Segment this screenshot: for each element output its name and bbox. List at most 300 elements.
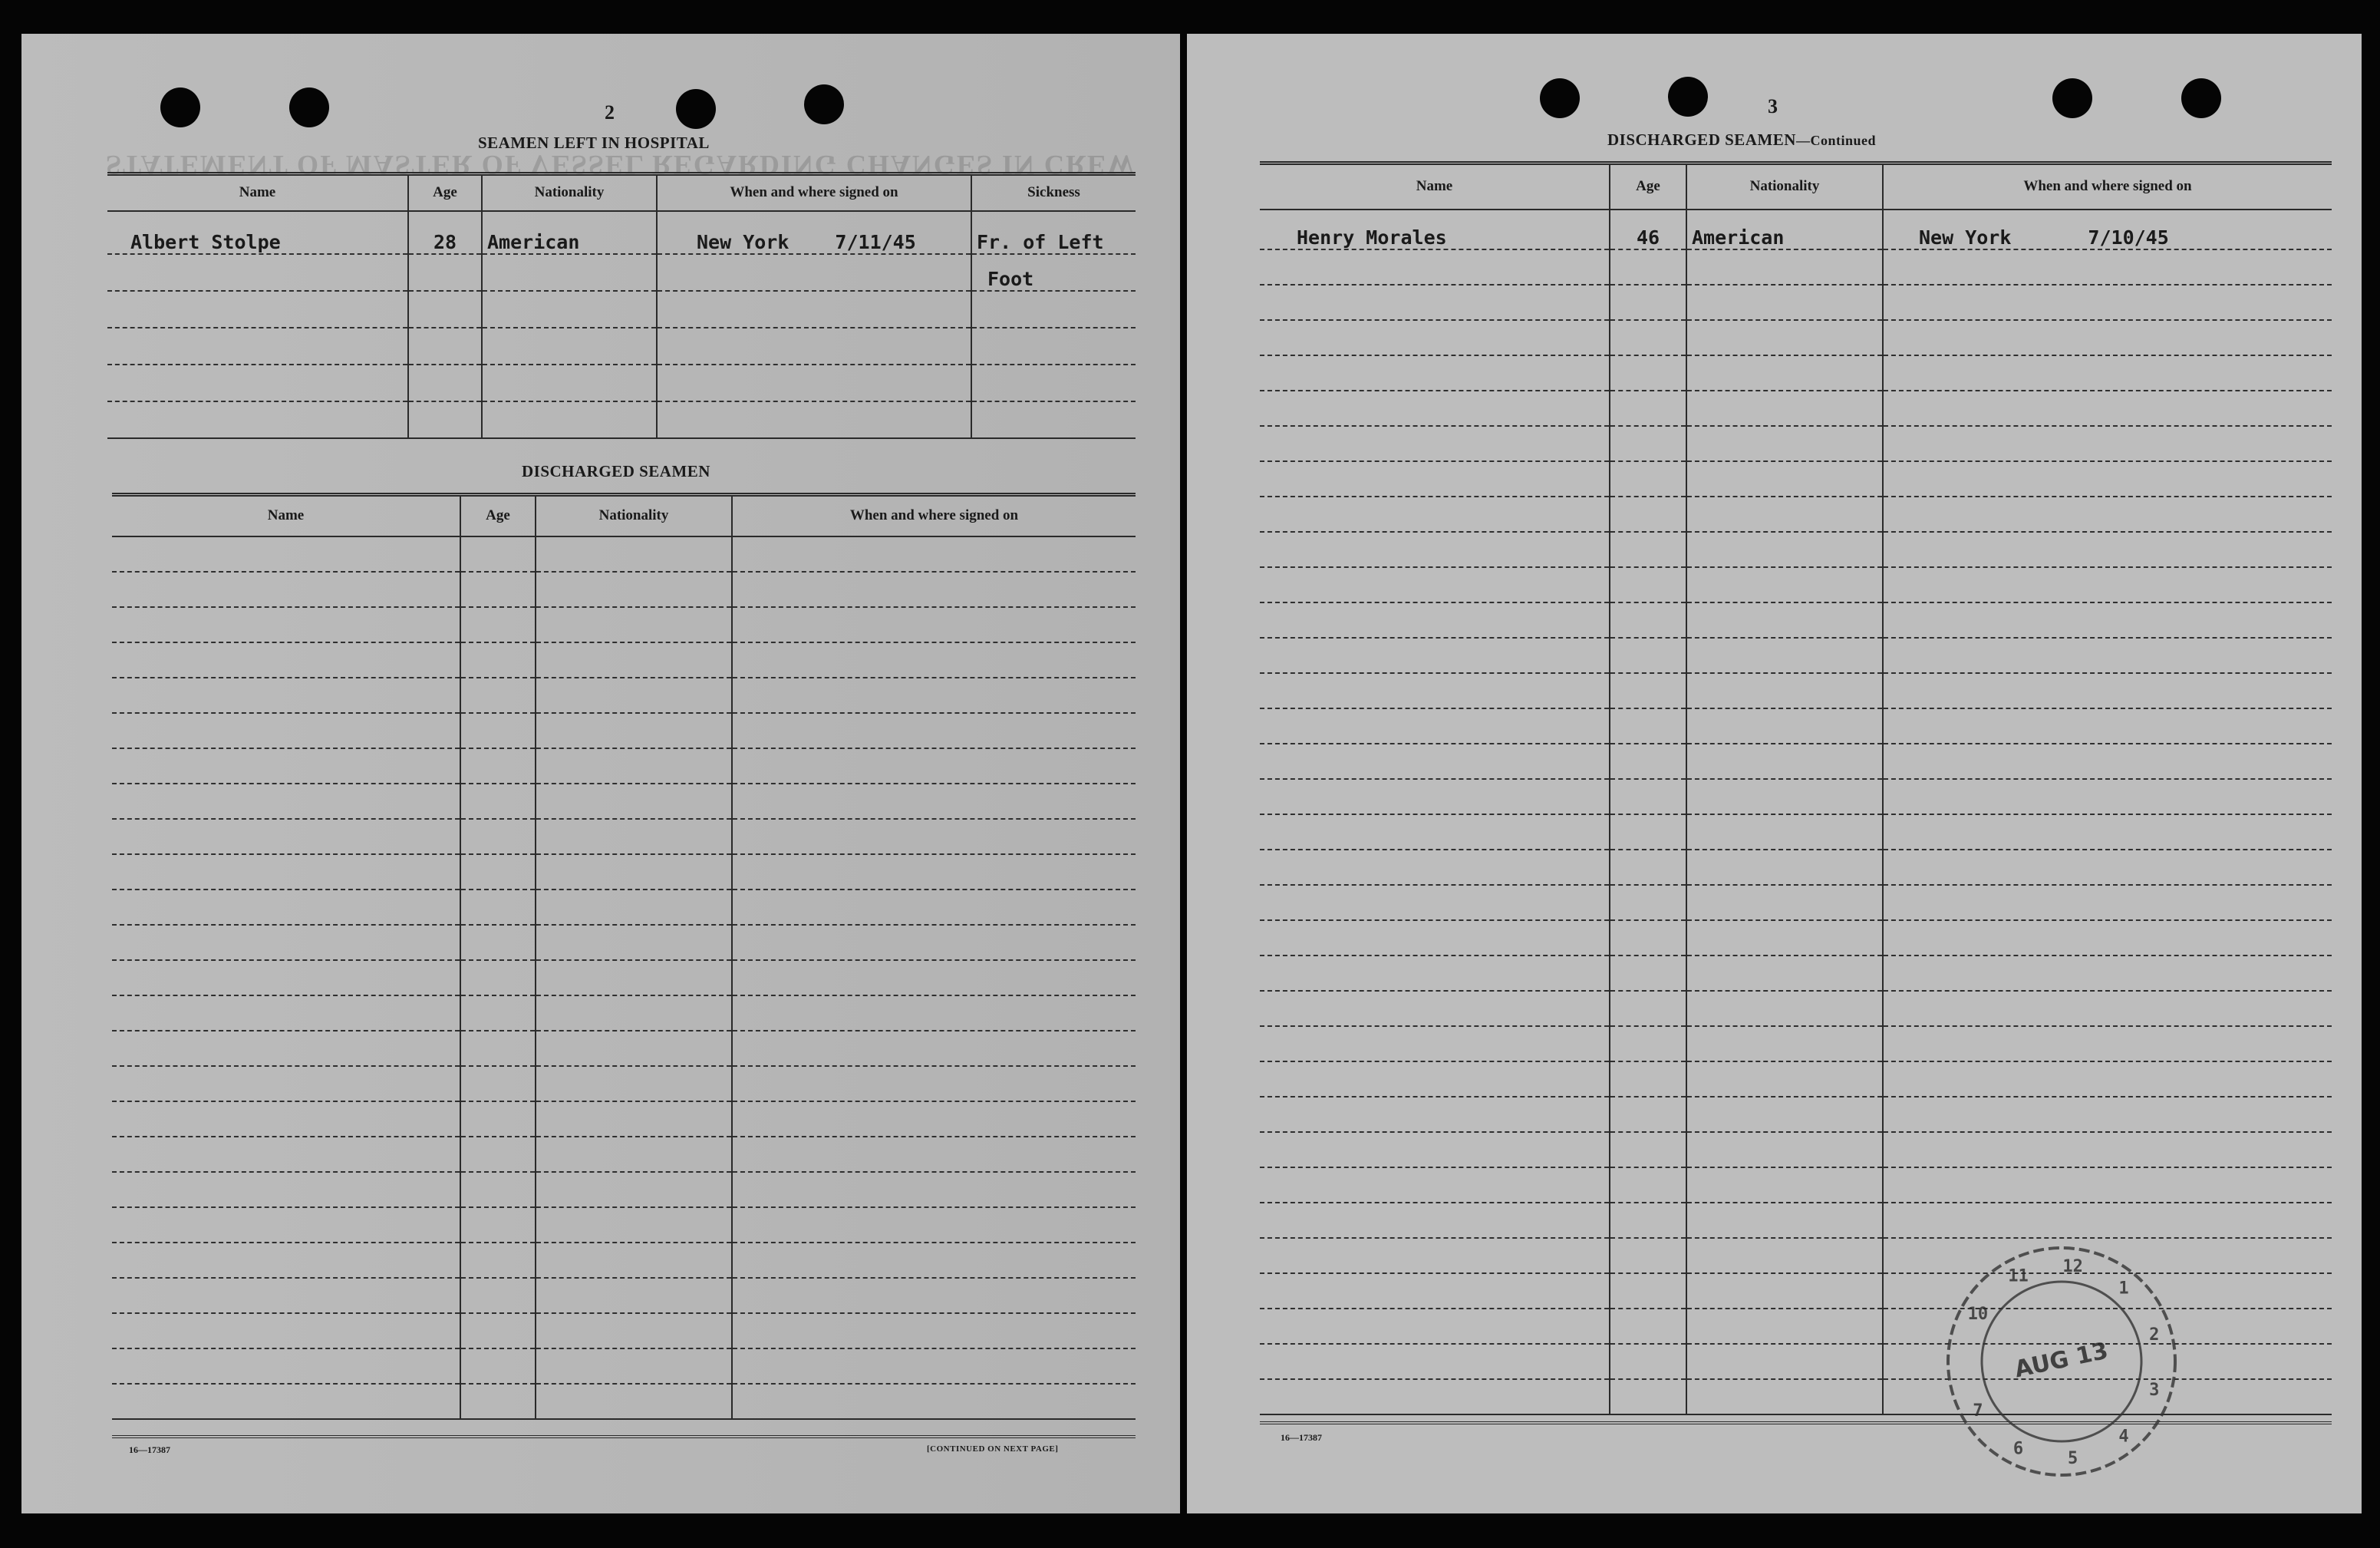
table-row — [1260, 708, 2332, 744]
cell-signed-on — [732, 1137, 1136, 1172]
table-row — [1260, 461, 2332, 497]
stamp-ring-digit: 5 — [2067, 1449, 2078, 1469]
cell-signed-on — [1883, 355, 2332, 391]
cell-age — [1610, 461, 1686, 497]
cell-nationality — [536, 607, 732, 642]
cell-age — [1610, 426, 1686, 461]
cell-age — [460, 1243, 536, 1278]
cell-signed-on — [1883, 956, 2332, 991]
header-age: Age — [408, 174, 482, 211]
cell-name — [1260, 885, 1610, 920]
cell-signed-on — [732, 607, 1136, 642]
cell-nationality — [1686, 532, 1883, 567]
cell-nationality — [536, 642, 732, 678]
table-row — [1260, 602, 2332, 638]
cell-age — [1610, 567, 1686, 602]
bleed-through-text: STATEMENT OF MASTER OF VESSEL REGARDING CHANGES IN CREW — [106, 150, 1136, 180]
cell-age — [1610, 1203, 1686, 1238]
form-number: 16—17387 — [1281, 1432, 1322, 1443]
table-row — [112, 1031, 1136, 1066]
cell-nationality — [1686, 1097, 1883, 1132]
cell-nationality — [1686, 779, 1883, 814]
left-page — [21, 34, 1180, 1513]
table-row — [107, 291, 1136, 328]
cell-name — [1260, 355, 1610, 391]
cell-name — [107, 291, 408, 328]
cell-signed-on — [732, 1207, 1136, 1243]
cell-nationality — [1686, 1132, 1883, 1167]
cell-signed-on — [732, 748, 1136, 784]
cell-signed-on — [1883, 532, 2332, 567]
table-row — [112, 572, 1136, 607]
cell-age — [460, 1384, 536, 1419]
header-age: Age — [1610, 163, 1686, 210]
cell-signed-on — [1883, 673, 2332, 708]
cell-signed-on — [732, 1101, 1136, 1137]
cell-nationality — [1686, 1379, 1883, 1414]
cell-age — [1610, 1238, 1686, 1273]
table-row — [112, 819, 1136, 854]
header-nationality: Nationality — [1686, 163, 1883, 210]
table-row — [112, 1278, 1136, 1313]
discharged-continued-title — [1607, 130, 1876, 150]
cell-signed-on — [657, 291, 971, 328]
cell-nationality — [1686, 355, 1883, 391]
cell-nationality — [536, 1278, 732, 1313]
table-row — [107, 365, 1136, 401]
signed-place: New York — [1919, 226, 2012, 249]
cell-signed-on — [1883, 210, 2332, 249]
table-row — [1260, 1167, 2332, 1203]
cell-signed-on — [732, 1243, 1136, 1278]
cell-name — [112, 536, 460, 572]
table-row — [107, 211, 1136, 254]
table-row — [1260, 673, 2332, 708]
table-row — [1260, 885, 2332, 920]
cell-signed-on — [657, 401, 971, 438]
cell-nationality — [536, 678, 732, 713]
cell-nationality — [536, 854, 732, 890]
cell-name — [112, 1243, 460, 1278]
cell-name — [1260, 602, 1610, 638]
cell-name — [107, 254, 408, 291]
cell-age — [460, 1172, 536, 1207]
table-row — [112, 1137, 1136, 1172]
discharged-table-left — [112, 493, 1136, 1420]
cell-nationality — [536, 960, 732, 995]
cell-sickness: Foot — [971, 254, 1136, 291]
cell-age — [1610, 1097, 1686, 1132]
cell-sickness — [971, 401, 1136, 438]
cell-nationality — [1686, 249, 1883, 285]
stamp-ring-digit: 3 — [2149, 1381, 2160, 1401]
cell-name — [112, 1137, 460, 1172]
cell-name — [1260, 1309, 1610, 1344]
cell-name — [112, 854, 460, 890]
hospital-table — [107, 172, 1136, 439]
cell-nationality — [1686, 744, 1883, 779]
header-name: Name — [112, 495, 460, 536]
table-row — [107, 254, 1136, 291]
form-number: 16—17387 — [129, 1444, 170, 1455]
cell-name — [112, 607, 460, 642]
cell-signed-on — [732, 890, 1136, 925]
table-row — [1260, 1061, 2332, 1097]
table-row — [112, 607, 1136, 642]
cell-name — [1260, 567, 1610, 602]
cell-nationality — [1686, 814, 1883, 850]
table-row — [112, 1348, 1136, 1384]
cell-nationality — [482, 328, 657, 365]
cell-signed-on — [1883, 249, 2332, 285]
cell-signed-on — [1883, 744, 2332, 779]
cell-name — [1260, 532, 1610, 567]
cell-signed-on — [1883, 497, 2332, 532]
signed-date: 7/10/45 — [2088, 226, 2169, 249]
cell-name — [112, 1101, 460, 1137]
cell-nationality — [536, 1172, 732, 1207]
cell-nationality — [482, 291, 657, 328]
cell-nationality — [1686, 956, 1883, 991]
table-row — [1260, 391, 2332, 426]
cell-age — [1610, 602, 1686, 638]
stamp-ring-digit: 2 — [2149, 1325, 2160, 1345]
table-row — [112, 890, 1136, 925]
cell-nationality — [1686, 850, 1883, 885]
cell-nationality — [536, 572, 732, 607]
cell-name — [1260, 850, 1610, 885]
cell-age — [1610, 1344, 1686, 1379]
table-row — [1260, 638, 2332, 673]
cell-name — [1260, 1238, 1610, 1273]
cell-name — [1260, 1273, 1610, 1309]
table-row — [1260, 567, 2332, 602]
table-row — [1260, 320, 2332, 355]
cell-name — [112, 642, 460, 678]
cell-age — [1610, 1379, 1686, 1414]
table-row — [1260, 1097, 2332, 1132]
cell-age — [1610, 850, 1686, 885]
cell-name — [1260, 1061, 1610, 1097]
cell-signed-on — [732, 642, 1136, 678]
cell-nationality — [536, 536, 732, 572]
signed-date: 7/11/45 — [835, 230, 916, 253]
cell-name — [1260, 1026, 1610, 1061]
cell-age — [1610, 532, 1686, 567]
cell-name — [1260, 779, 1610, 814]
cell-nationality — [536, 1348, 732, 1384]
cell-age — [460, 854, 536, 890]
cell-signed-on — [1883, 920, 2332, 956]
cell-name — [1260, 708, 1610, 744]
table-row — [112, 748, 1136, 784]
cell-name — [112, 1384, 460, 1419]
cell-nationality — [536, 1137, 732, 1172]
table-row — [1260, 991, 2332, 1026]
cell-name — [112, 1066, 460, 1101]
cell-signed-on — [732, 784, 1136, 819]
cell-age — [408, 401, 482, 438]
cell-signed-on — [657, 211, 971, 254]
table-row — [112, 1313, 1136, 1348]
cell-signed-on — [732, 713, 1136, 748]
cell-age — [460, 713, 536, 748]
cell-name — [1260, 249, 1610, 285]
page-number: 3 — [1768, 95, 1778, 117]
cell-nationality — [536, 1101, 732, 1137]
discharged-table-right — [1260, 161, 2332, 1415]
table-row — [112, 678, 1136, 713]
header-nationality: Nationality — [482, 174, 657, 211]
cell-age — [1610, 673, 1686, 708]
cell-signed-on — [1883, 391, 2332, 426]
cell-nationality — [482, 254, 657, 291]
stamp-ring-digit: 10 — [1967, 1305, 1989, 1324]
cell-name — [1260, 285, 1610, 320]
cell-name — [112, 890, 460, 925]
header-name: Name — [1260, 163, 1610, 210]
cell-name — [112, 1348, 460, 1384]
cell-name — [112, 748, 460, 784]
cell-nationality — [1686, 391, 1883, 426]
cell-age — [460, 819, 536, 854]
cell-signed-on — [732, 854, 1136, 890]
cell-signed-on — [1883, 779, 2332, 814]
cell-sickness — [971, 365, 1136, 401]
cell-name — [1260, 461, 1610, 497]
cell-name — [1260, 814, 1610, 850]
cell-name — [1260, 426, 1610, 461]
cell-age — [1610, 1132, 1686, 1167]
table-row — [1260, 779, 2332, 814]
table-row — [1260, 920, 2332, 956]
cell-age — [1610, 779, 1686, 814]
punch-hole — [1540, 78, 1580, 118]
cell-age — [460, 1313, 536, 1348]
cell-nationality — [1686, 638, 1883, 673]
cell-signed-on — [1883, 285, 2332, 320]
punch-hole — [160, 87, 200, 127]
cell-name — [112, 784, 460, 819]
cell-age — [408, 291, 482, 328]
cell-signed-on — [1883, 426, 2332, 461]
cell-name — [1260, 991, 1610, 1026]
cell-age — [1610, 814, 1686, 850]
cell-sickness: Fr. of Left — [971, 211, 1136, 254]
cell-signed-on — [657, 328, 971, 365]
cell-nationality — [536, 1066, 732, 1101]
cell-nationality — [536, 1031, 732, 1066]
cell-age — [460, 536, 536, 572]
page-number: 2 — [605, 101, 615, 124]
cell-signed-on — [1883, 567, 2332, 602]
cell-sickness — [971, 291, 1136, 328]
table-row — [1260, 426, 2332, 461]
cell-nationality — [1686, 1026, 1883, 1061]
cell-age — [460, 642, 536, 678]
cell-age — [1610, 991, 1686, 1026]
cell-signed-on — [1883, 1061, 2332, 1097]
cell-signed-on — [1883, 708, 2332, 744]
cell-signed-on — [1883, 602, 2332, 638]
cell-name — [1260, 920, 1610, 956]
cell-nationality — [536, 1384, 732, 1419]
cell-age — [460, 1101, 536, 1137]
punch-hole — [2052, 78, 2092, 118]
hospital-section-title: SEAMEN LEFT IN HOSPITAL — [478, 134, 710, 152]
cell-nationality — [536, 1243, 732, 1278]
cell-name — [107, 401, 408, 438]
cell-name — [112, 1207, 460, 1243]
stamp-ring-digit: 12 — [2062, 1256, 2083, 1276]
cell-signed-on — [732, 1172, 1136, 1207]
cell-age — [1610, 1026, 1686, 1061]
stamp-date: AUG 13 — [2012, 1337, 2111, 1384]
table-row — [1260, 497, 2332, 532]
cell-age — [1610, 1167, 1686, 1203]
header-signed-on: When and where signed on — [1883, 163, 2332, 210]
cell-nationality — [1686, 991, 1883, 1026]
cell-age — [460, 607, 536, 642]
cell-signed-on — [732, 1031, 1136, 1066]
table-row — [1260, 355, 2332, 391]
cell-name: Henry Morales — [1260, 210, 1610, 249]
cell-age — [1610, 885, 1686, 920]
cell-age — [460, 1066, 536, 1101]
cell-name — [112, 1172, 460, 1207]
cell-name — [112, 572, 460, 607]
cell-name — [1260, 744, 1610, 779]
cell-signed-on — [1883, 1203, 2332, 1238]
punch-hole — [1668, 77, 1708, 117]
cell-age — [460, 1031, 536, 1066]
header-signed-on: When and where signed on — [657, 174, 971, 211]
punch-hole — [676, 89, 716, 129]
punch-hole — [289, 87, 329, 127]
title-suffix: —Continued — [1795, 133, 1876, 148]
cell-name — [112, 713, 460, 748]
cell-signed-on — [1883, 638, 2332, 673]
cell-signed-on — [1883, 461, 2332, 497]
cell-nationality — [536, 925, 732, 960]
signed-place: New York — [697, 230, 789, 253]
cell-age — [1610, 1309, 1686, 1344]
cell-signed-on — [1883, 1132, 2332, 1167]
cell-name — [112, 995, 460, 1031]
table-row — [1260, 285, 2332, 320]
cell-signed-on — [732, 1348, 1136, 1384]
cell-name — [1260, 497, 1610, 532]
cell-name — [107, 365, 408, 401]
cell-nationality — [1686, 285, 1883, 320]
stamp-ring-digit: 4 — [2118, 1427, 2129, 1447]
punch-hole — [804, 84, 844, 124]
cell-nationality — [1686, 885, 1883, 920]
cell-name — [112, 1031, 460, 1066]
cell-nationality — [536, 995, 732, 1031]
cell-age — [1610, 249, 1686, 285]
cell-nationality — [1686, 461, 1883, 497]
table-row — [112, 1243, 1136, 1278]
table-row — [112, 1101, 1136, 1137]
cell-nationality — [1686, 1238, 1883, 1273]
cell-age — [460, 1137, 536, 1172]
table-row — [1260, 814, 2332, 850]
cell-name — [112, 1278, 460, 1313]
cell-nationality — [536, 1207, 732, 1243]
table-row — [107, 328, 1136, 365]
cell-signed-on — [1883, 991, 2332, 1026]
cell-nationality — [1686, 1167, 1883, 1203]
cell-age — [460, 1348, 536, 1384]
cell-name — [1260, 1379, 1610, 1414]
cell-age: 46 — [1610, 210, 1686, 249]
cell-signed-on — [1883, 885, 2332, 920]
cell-name — [112, 925, 460, 960]
cell-nationality — [1686, 567, 1883, 602]
cell-age — [1610, 1273, 1686, 1309]
table-row — [1260, 956, 2332, 991]
cell-nationality — [1686, 708, 1883, 744]
cell-age — [460, 960, 536, 995]
cell-signed-on — [732, 572, 1136, 607]
cell-nationality — [536, 748, 732, 784]
cell-sickness — [971, 328, 1136, 365]
stamp-ring-digit: 11 — [2008, 1266, 2029, 1286]
table-row — [1260, 1203, 2332, 1238]
cell-name — [112, 819, 460, 854]
table-row — [1260, 1026, 2332, 1061]
cell-age — [1610, 920, 1686, 956]
cell-name — [1260, 320, 1610, 355]
table-row — [112, 960, 1136, 995]
table-row — [1260, 1132, 2332, 1167]
cell-age — [1610, 355, 1686, 391]
cell-age — [1610, 391, 1686, 426]
cell-name: Albert Stolpe — [107, 211, 408, 254]
cell-signed-on — [732, 1384, 1136, 1419]
cell-signed-on — [732, 1066, 1136, 1101]
table-row — [112, 784, 1136, 819]
right-page — [1187, 34, 2362, 1513]
table-row — [1260, 210, 2332, 249]
cell-name — [1260, 1203, 1610, 1238]
continued-note: [CONTINUED ON NEXT PAGE] — [927, 1444, 1059, 1454]
table-row — [107, 401, 1136, 438]
cell-age — [460, 995, 536, 1031]
cell-nationality — [1686, 426, 1883, 461]
cell-nationality — [1686, 1309, 1883, 1344]
header-signed-on: When and where signed on — [732, 495, 1136, 536]
cell-nationality — [536, 819, 732, 854]
header-age: Age — [460, 495, 536, 536]
cell-nationality — [536, 713, 732, 748]
cell-age — [460, 572, 536, 607]
cell-name — [1260, 673, 1610, 708]
cell-age — [460, 890, 536, 925]
cell-name — [1260, 391, 1610, 426]
cell-name — [112, 1313, 460, 1348]
cell-age — [1610, 497, 1686, 532]
table-row — [112, 854, 1136, 890]
table-row — [1260, 249, 2332, 285]
cell-name — [107, 328, 408, 365]
cell-nationality: American — [482, 211, 657, 254]
table-row — [1260, 744, 2332, 779]
table-row — [112, 713, 1136, 748]
cell-name — [1260, 638, 1610, 673]
cell-nationality — [1686, 1273, 1883, 1309]
